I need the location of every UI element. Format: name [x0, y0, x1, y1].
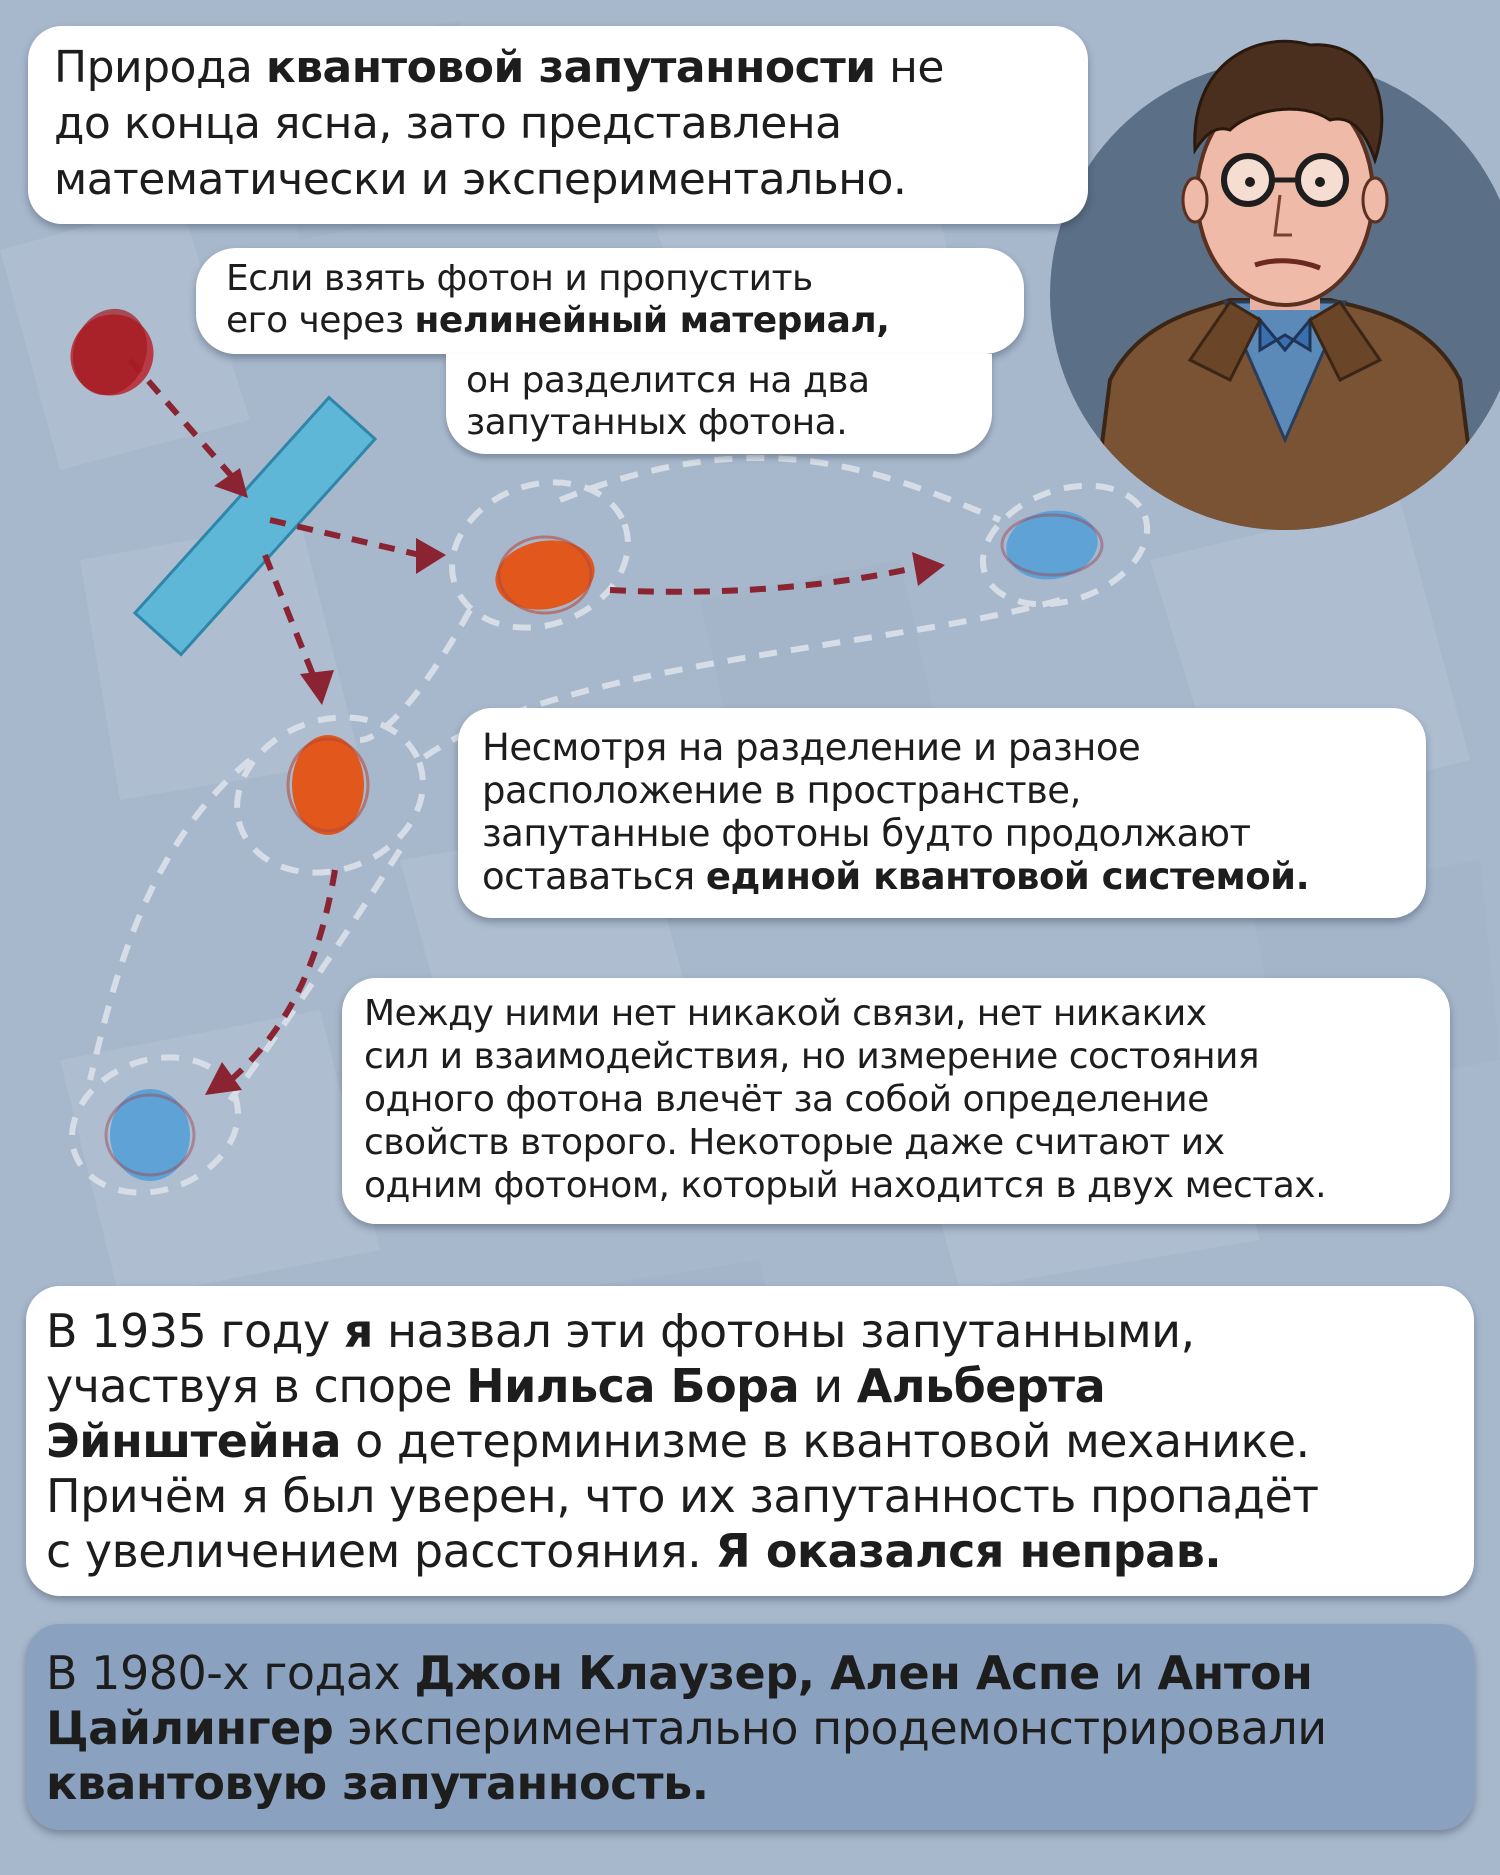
split-line-4: запутанных фотона.: [466, 402, 848, 443]
intro-bubble: [28, 26, 1088, 224]
system-line-4: оставаться единой квантовой системой.: [482, 855, 1310, 898]
split-line-3: он разделится на два: [466, 360, 870, 401]
nonlinear-crystal-icon: [135, 398, 375, 655]
photon-icon-blue-2: [106, 1089, 194, 1181]
photon-split-bubble-tail: [446, 354, 992, 454]
experiment-line-2: Цайлингер экспериментально продемонстрировали: [46, 1701, 1327, 1755]
photon-icon-orange-1: [490, 533, 600, 617]
history-line-1: В 1935 году я назвал эти фотоны запутанными,: [46, 1304, 1195, 1358]
experiment-line-3: квантовую запутанность.: [46, 1756, 709, 1810]
quantum-system-bubble: [458, 708, 1426, 918]
system-line-1: Несмотря на разделение и разное: [482, 726, 1141, 769]
measurement-line-5: одним фотоном, который находится в двух местах.: [364, 1165, 1327, 1206]
system-line-3: запутанные фотоны будто продолжают: [482, 812, 1251, 855]
intro-line-1: Природа квантовой запутанности не: [54, 42, 944, 93]
measurement-line-1: Между ними нет никакой связи, нет никаких: [364, 993, 1207, 1034]
system-line-2: расположение в пространстве,: [482, 769, 1081, 812]
measurement-line-3: одного фотона влечёт за собой определение: [364, 1079, 1209, 1120]
split-line-1: Если взять фотон и пропустить: [226, 258, 813, 299]
history-line-3: Эйнштейна о детерминизме в квантовой механике.: [46, 1414, 1310, 1468]
history-1980s-bubble: [26, 1624, 1474, 1830]
history-1935-bubble: [26, 1286, 1474, 1596]
history-line-5: с увеличением расстояния. Я оказался неправ.: [46, 1524, 1222, 1578]
scientist-portrait-icon: [1030, 20, 1500, 540]
photon-icon-red: [56, 298, 169, 410]
photon-icon-orange-2: [288, 735, 368, 835]
split-line-2: его через нелинейный материал,: [226, 300, 890, 341]
measurement-line-2: сил и взаимодействия, но измерение состояния: [364, 1036, 1260, 1077]
experiment-line-1: В 1980-х годах Джон Клаузер, Ален Аспе и Антон: [46, 1646, 1313, 1700]
intro-line-2: до конца ясна, зато представлена: [54, 98, 842, 149]
intro-line-3: математически и экспериментально.: [54, 154, 907, 205]
measurement-bubble: [342, 978, 1450, 1224]
photon-split-bubble: [196, 248, 1024, 354]
history-line-2: участвуя в споре Нильса Бора и Альберта: [46, 1359, 1106, 1413]
history-line-4: Причём я был уверен, что их запутанность пропадёт: [46, 1469, 1319, 1523]
measurement-line-4: свойств второго. Некоторые даже считают их: [364, 1122, 1225, 1163]
